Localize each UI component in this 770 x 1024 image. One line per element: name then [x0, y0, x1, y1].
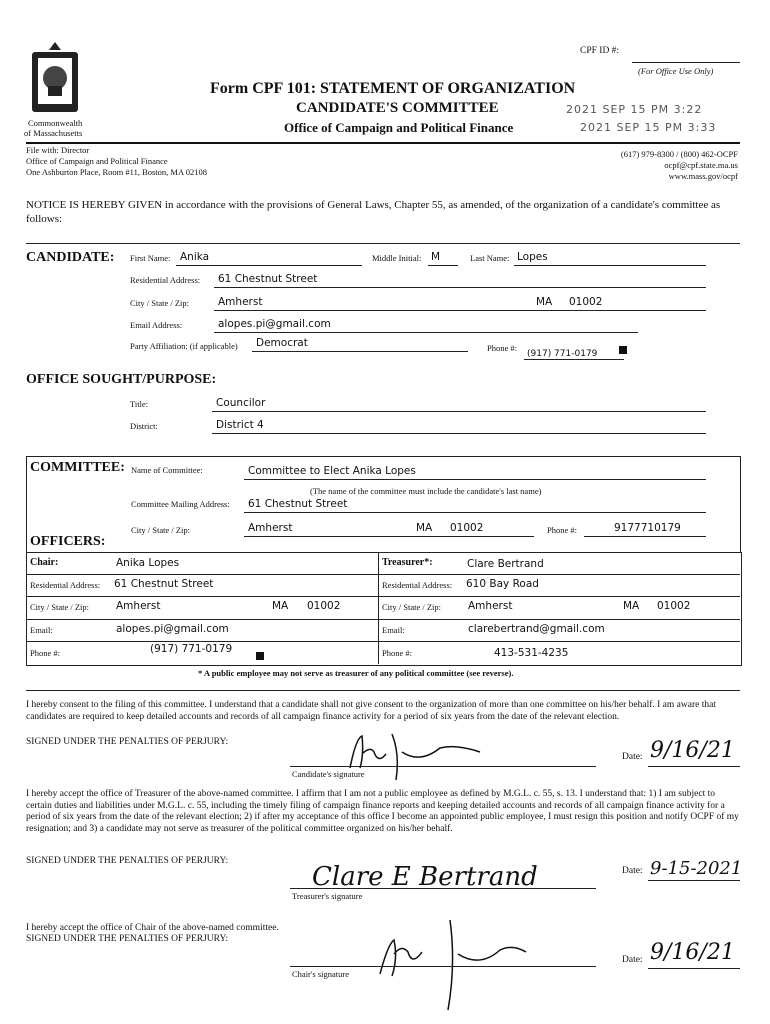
- email-value[interactable]: alopes.pi@gmail.com: [218, 318, 331, 330]
- seal-caption: [24, 118, 83, 138]
- treasurer-email-label: Email:: [382, 625, 405, 635]
- form-title: Form CPF 101: STATEMENT OF ORGANIZATION: [210, 80, 576, 97]
- district-value[interactable]: District 4: [216, 419, 264, 431]
- cpf-id-line: [632, 62, 740, 63]
- officers-row-line-3: [26, 619, 740, 620]
- chair-zip[interactable]: 01002: [307, 600, 341, 612]
- middle-initial-label: Middle Initial:: [372, 253, 422, 263]
- mailing-label: Committee Mailing Address:: [131, 499, 230, 509]
- chair-city[interactable]: Amherst: [116, 600, 161, 612]
- last-name-label: Last Name:: [470, 253, 510, 263]
- public-employee-footnote: * A public employee may not serve as treasurer of any political committee (see reverse).: [198, 668, 514, 678]
- candidate-sig-label: Candidate's signature: [292, 769, 365, 779]
- office-section-title: OFFICE SOUGHT/PURPOSE:: [26, 372, 217, 387]
- treasurer-accept-text: I hereby accept the office of Treasurer of the above-named committee. I affirm that I am not a public employee as defined by M.G.L. c. 55, s. 13. I understand that: 1) I am subject to certain duties and liabilities under M.G.L. c. 55, including the timely filing of campaign finance reports and keeping detailed accounts and records of all campaign finance activity for a period of six years from the date of the relevant election; 2) if after my acceptance of this office I become an appointed public employee, I must resign this position and notify OCPF of my resignation; and 3) a candidate may not serve as treasurer of the political committee organized on his/her behalf.: [26, 789, 739, 834]
- email-label: Email Address:: [130, 320, 183, 330]
- party-value[interactable]: Democrat: [256, 337, 308, 349]
- chair-signature: [350, 914, 530, 1014]
- committee-phone-line: [584, 536, 706, 537]
- chair-state[interactable]: MA: [272, 600, 289, 612]
- chair-address-label: Residential Address:: [30, 580, 101, 590]
- officers-row-line-4: [26, 641, 740, 642]
- treasurer-name[interactable]: Clare Bertrand: [467, 558, 544, 570]
- first-name-line: [176, 265, 362, 266]
- committee-top-line: [26, 456, 740, 457]
- party-label: Party Affiliation: (if applicable): [130, 341, 238, 351]
- candidate-sig-line: [290, 766, 596, 767]
- city-line: [214, 310, 706, 311]
- seal-caption-line-1: Commonwealth: [28, 118, 83, 128]
- treasurer-email[interactable]: clarebertrand@gmail.com: [468, 623, 605, 635]
- chair-phone-label: Phone #:: [30, 648, 60, 658]
- committee-right-border: [740, 456, 741, 552]
- treasurer-date-line: [648, 880, 740, 881]
- party-line: [252, 351, 468, 352]
- res-address-line: [214, 287, 706, 288]
- committee-zip-value[interactable]: 01002: [450, 522, 484, 534]
- committee-city-value[interactable]: Amherst: [248, 522, 293, 534]
- candidate-phone-line: [524, 359, 624, 360]
- treasurer-address[interactable]: 610 Bay Road: [466, 578, 539, 590]
- treasurer-signature: Clare E Bertrand: [312, 862, 538, 892]
- form-subtitle: CANDIDATE'S COMMITTEE: [296, 100, 499, 116]
- chair-accept-text: I hereby accept the office of Chair of the above-named committee.: [26, 923, 279, 933]
- chair-sig-label: Chair's signature: [292, 969, 350, 979]
- office-title-label: Title:: [130, 399, 149, 409]
- contact-phone: (617) 979-8300 / (800) 462-OCPF: [620, 149, 738, 159]
- candidate-date-label: Date:: [622, 752, 643, 762]
- header-divider: [26, 142, 740, 144]
- zip-value[interactable]: 01002: [569, 296, 603, 308]
- office-use-note: (For Office Use Only): [638, 66, 714, 76]
- treasurer-sig-line: [290, 888, 596, 889]
- officers-row-line-2: [26, 596, 740, 597]
- treasurer-sig-label: Treasurer's signature: [292, 891, 363, 901]
- notice-text: NOTICE IS HEREBY GIVEN in accordance with the provisions of General Laws, Chapter 55, as amended, of the organization of a candidate's committee as follows:: [26, 199, 721, 225]
- office-name: Office of Campaign and Political Finance: [284, 120, 514, 135]
- chair-name[interactable]: Anika Lopes: [116, 557, 180, 569]
- candidate-section-title: CANDIDATE:: [26, 250, 115, 265]
- seal-caption-line-2: of Massachusetts: [24, 128, 83, 138]
- mailing-value[interactable]: 61 Chestnut Street: [248, 498, 348, 510]
- treasurer-state[interactable]: MA: [623, 600, 640, 612]
- committee-city-label: City / State / Zip:: [131, 525, 191, 535]
- candidate-phone-value[interactable]: (917) 771-0179: [527, 349, 598, 358]
- chair-address[interactable]: 61 Chestnut Street: [114, 578, 214, 590]
- committee-left-border: [26, 456, 27, 552]
- treasurer-phone-label: Phone #:: [382, 648, 412, 658]
- res-address-label: Residential Address:: [130, 275, 201, 285]
- treasurer-zip[interactable]: 01002: [657, 600, 691, 612]
- committee-state-value[interactable]: MA: [416, 522, 433, 534]
- candidate-date-line: [648, 766, 740, 767]
- treasurer-city[interactable]: Amherst: [468, 600, 513, 612]
- last-name-line: [514, 265, 706, 266]
- file-with-block: [26, 145, 207, 178]
- consent-top-line: [26, 690, 740, 691]
- mailing-line: [244, 512, 706, 513]
- cpf-id-label: CPF ID #:: [580, 46, 620, 56]
- officers-row-line-1: [26, 574, 740, 575]
- officers-table-divider: [378, 552, 379, 664]
- contact-email: ocpf@cpf.state.ma.us: [664, 160, 738, 170]
- treasurer-date: 9-15-2021: [650, 858, 743, 879]
- consent-perjury: SIGNED UNDER THE PENALTIES OF PERJURY:: [26, 737, 229, 747]
- res-address-value[interactable]: 61 Chestnut Street: [218, 273, 318, 285]
- contact-block: [621, 149, 738, 182]
- chair-city-label: City / State / Zip:: [30, 602, 90, 612]
- candidate-phone-label: Phone #:: [487, 343, 517, 353]
- treasurer-address-label: Residential Address:: [382, 580, 453, 590]
- chair-label: Chair:: [30, 557, 59, 568]
- city-label: City / State / Zip:: [130, 298, 190, 308]
- file-address: One Ashburton Place, Room #11, Boston, MA 02108: [26, 167, 208, 177]
- office-title-value[interactable]: Councilor: [216, 397, 266, 409]
- state-seal: [24, 40, 86, 116]
- chair-email-label: Email:: [30, 625, 53, 635]
- committee-city-line: [244, 536, 534, 537]
- district-label: District:: [130, 421, 158, 431]
- treasurer-city-label: City / State / Zip:: [382, 602, 442, 612]
- chair-date: 9/16/21: [650, 940, 735, 965]
- last-name-value[interactable]: Lopes: [517, 251, 548, 263]
- contact-website: www.mass.gov/ocpf: [668, 171, 738, 181]
- district-line: [212, 433, 706, 434]
- chair-email[interactable]: alopes.pi@gmail.com: [116, 623, 229, 635]
- office-title-line: [212, 411, 706, 412]
- candidate-date: 9/16/21: [650, 738, 735, 763]
- first-name-label: First Name:: [130, 253, 171, 263]
- committee-phone-label: Phone #:: [547, 525, 577, 535]
- chair-sig-line: [290, 966, 596, 967]
- chair-add-icon[interactable]: [256, 652, 264, 660]
- city-value[interactable]: Amherst: [218, 296, 263, 308]
- file-with: File with: Director: [26, 145, 90, 155]
- committee-section-title: COMMITTEE:: [30, 460, 125, 475]
- add-icon[interactable]: [619, 346, 627, 354]
- seal-icon: [24, 40, 86, 116]
- treasurer-date-label: Date:: [622, 866, 643, 876]
- first-name-value[interactable]: Anika: [180, 251, 210, 263]
- officers-section-title: OFFICERS:: [30, 534, 106, 549]
- treasurer-phone[interactable]: 413-531-4235: [494, 647, 569, 659]
- chair-perjury: SIGNED UNDER THE PENALTIES OF PERJURY:: [26, 934, 229, 944]
- committee-name-value[interactable]: Committee to Elect Anika Lopes: [248, 465, 416, 477]
- middle-initial-line: [428, 265, 458, 266]
- chair-phone[interactable]: (917) 771-0179: [150, 643, 233, 655]
- chair-date-line: [648, 968, 740, 969]
- received-stamp-1: 2021 SEP 15 PM 3:22: [566, 103, 703, 116]
- committee-name-label: Name of Committee:: [131, 465, 203, 475]
- received-stamp-2: 2021 SEP 15 PM 3:33: [580, 121, 717, 134]
- committee-phone-value[interactable]: 9177710179: [614, 522, 681, 534]
- committee-name-note: (The name of the committee must include the candidate's last name): [310, 486, 542, 496]
- chair-date-label: Date:: [622, 955, 643, 965]
- state-value[interactable]: MA: [536, 296, 553, 308]
- treasurer-perjury: SIGNED UNDER THE PENALTIES OF PERJURY:: [26, 856, 229, 866]
- file-office: Office of Campaign and Political Finance: [26, 156, 168, 166]
- candidate-top-line: [26, 243, 740, 244]
- committee-name-line: [244, 479, 706, 480]
- middle-initial-value[interactable]: M: [431, 251, 441, 263]
- treasurer-label: Treasurer*:: [382, 557, 433, 568]
- consent-text: I hereby consent to the filing of this committee. I understand that a candidate shall not give consent to the organization of more than one committee on his/her behalf. I am aware that candidates are required to keep detailed accounts and records of all campaign finance activity for a period of six years from the date of the relevant election.: [26, 700, 716, 722]
- email-line: [214, 332, 638, 333]
